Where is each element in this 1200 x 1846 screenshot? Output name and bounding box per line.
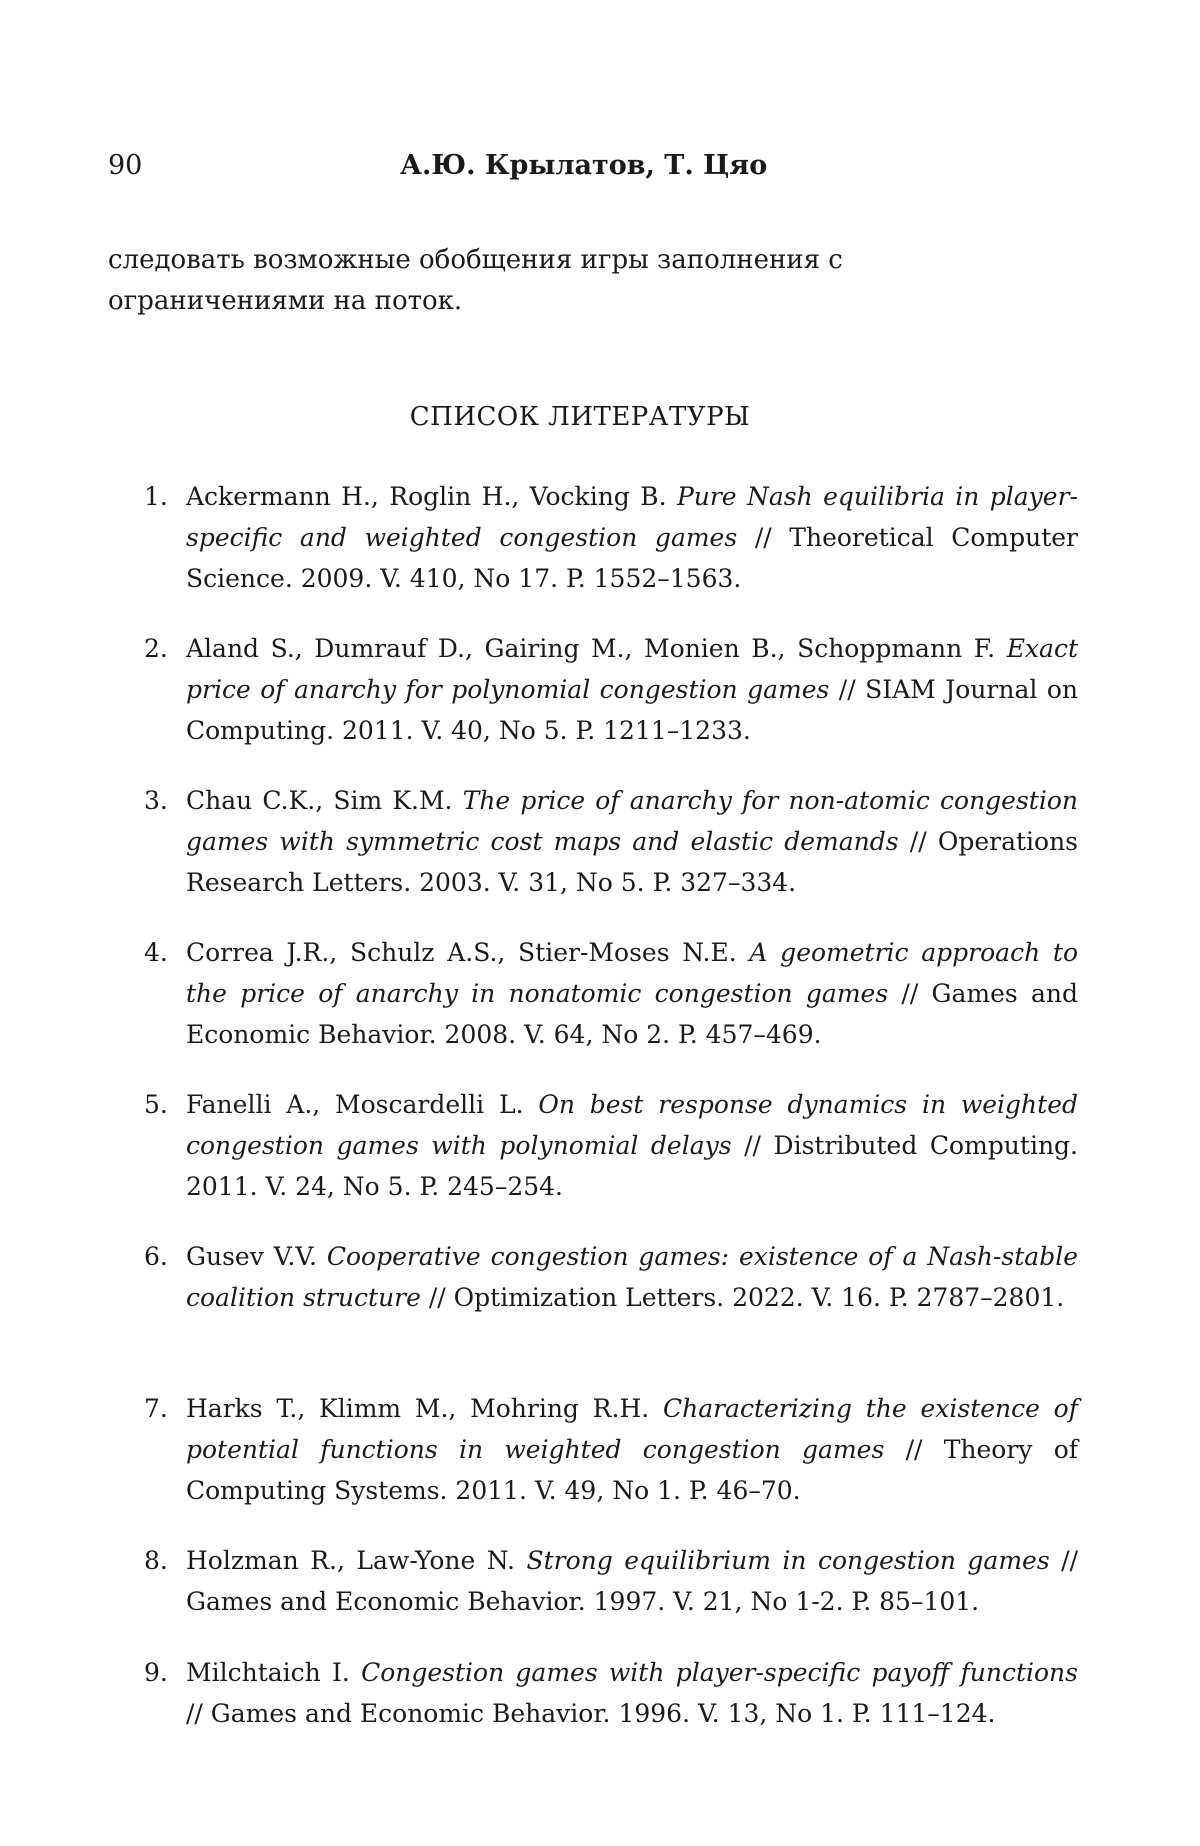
reference-text xyxy=(186,1540,1078,1622)
reference-item-8 xyxy=(108,1540,1078,1652)
reference-source: // Operations Research Letters. 2003. V. 31, No 5. P. 327–334. xyxy=(186,827,1078,897)
reference-title: Cooperative congestion games: existence of a Nash-stable coalition structure xyxy=(186,1242,1078,1312)
page-header xyxy=(108,146,1088,186)
reference-authors: Holzman R., Law-Yone N. xyxy=(186,1546,527,1575)
reference-title: Exact price of anarchy for polynomial congestion games xyxy=(186,634,1078,704)
reference-number: 1. xyxy=(144,476,168,517)
reference-text xyxy=(186,1388,1078,1511)
reference-item-2 xyxy=(108,628,1078,780)
reference-authors: Fanelli A., Moscardelli L. xyxy=(186,1090,538,1119)
reference-authors: Ackermann H., Roglin H., Vocking B. xyxy=(186,482,677,511)
reference-item-1 xyxy=(108,476,1078,628)
reference-text xyxy=(186,932,1078,1055)
reference-list xyxy=(108,476,1078,1764)
reference-title: Strong equilibrium in congestion games xyxy=(527,1546,1050,1575)
reference-number: 9. xyxy=(144,1652,168,1693)
reference-number: 6. xyxy=(144,1236,168,1277)
reference-authors: Correa J.R., Schulz A.S., Stier-Moses N.E. xyxy=(186,938,749,967)
reference-item-9 xyxy=(108,1652,1078,1764)
reference-number: 3. xyxy=(144,780,168,821)
intro-text: следовать возможные обобщения игры заполнения с ограничениями на поток. xyxy=(108,240,1058,322)
reference-item-4 xyxy=(108,932,1078,1084)
reference-text xyxy=(186,628,1078,751)
reference-item-6 xyxy=(108,1236,1078,1388)
reference-number: 4. xyxy=(144,932,168,973)
reference-item-3 xyxy=(108,780,1078,932)
reference-text xyxy=(186,1236,1078,1318)
page-number: 90 xyxy=(108,146,142,186)
reference-text xyxy=(186,1084,1078,1207)
reference-authors: Harks T., Klimm M., Mohring R.H. xyxy=(186,1394,663,1423)
reference-source: // SIAM Journal on Computing. 2011. V. 40, No 5. P. 1211–1233. xyxy=(186,675,1078,745)
reference-item-7 xyxy=(108,1388,1078,1540)
reference-title: Congestion games with player-specific payoff functions xyxy=(361,1658,1078,1687)
reference-title: A geometric approach to the price of anarchy in nonatomic congestion games xyxy=(186,938,1078,1008)
reference-source: // Theoretical Computer Science. 2009. V. 410, No 17. P. 1552–1563. xyxy=(186,523,1078,593)
reference-number: 7. xyxy=(144,1388,168,1429)
reference-title: Pure Nash equilibria in player-specific and weighted congestion games xyxy=(186,482,1078,552)
reference-authors: Aland S., Dumrauf D., Gairing M., Monien B., Schoppmann F. xyxy=(186,634,1007,663)
paper-page xyxy=(0,0,1200,1846)
intro-paragraph xyxy=(108,240,1058,322)
reference-text xyxy=(186,780,1078,903)
reference-source: // Games and Economic Behavior. 2008. V. 64, No 2. P. 457–469. xyxy=(186,979,1078,1049)
reference-title: The price of anarchy for non-atomic congestion games with symmetric cost maps and elastic demands xyxy=(186,786,1078,856)
references-heading: СПИСОК ЛИТЕРАТУРЫ xyxy=(0,397,1160,437)
reference-title: On best response dynamics in weighted congestion games with polynomial delays xyxy=(186,1090,1078,1160)
reference-authors: Milchtaich I. xyxy=(186,1658,361,1687)
reference-source: // Optimization Letters. 2022. V. 16. P. 2787–2801. xyxy=(421,1283,1064,1312)
reference-source: // Theory of Computing Systems. 2011. V. 49, No 1. P. 46–70. xyxy=(186,1435,1078,1505)
reference-text xyxy=(186,476,1078,599)
reference-number: 2. xyxy=(144,628,168,669)
reference-item-5 xyxy=(108,1084,1078,1236)
running-head: А.Ю. Крылатов, Т. Цяо xyxy=(400,146,767,186)
reference-source: // Games and Economic Behavior. 1997. V. 21, No 1-2. P. 85–101. xyxy=(186,1546,1078,1616)
reference-source: // Distributed Computing. 2011. V. 24, No 5. P. 245–254. xyxy=(186,1131,1078,1201)
reference-title: Characterizing the existence of potential functions in weighted congestion games xyxy=(186,1394,1078,1464)
reference-source: // Games and Economic Behavior. 1996. V. 13, No 1. P. 111–124. xyxy=(186,1699,995,1728)
reference-number: 5. xyxy=(144,1084,168,1125)
reference-authors: Gusev V.V. xyxy=(186,1242,327,1271)
reference-text xyxy=(186,1652,1078,1734)
reference-number: 8. xyxy=(144,1540,168,1581)
reference-authors: Chau C.K., Sim K.M. xyxy=(186,786,463,815)
